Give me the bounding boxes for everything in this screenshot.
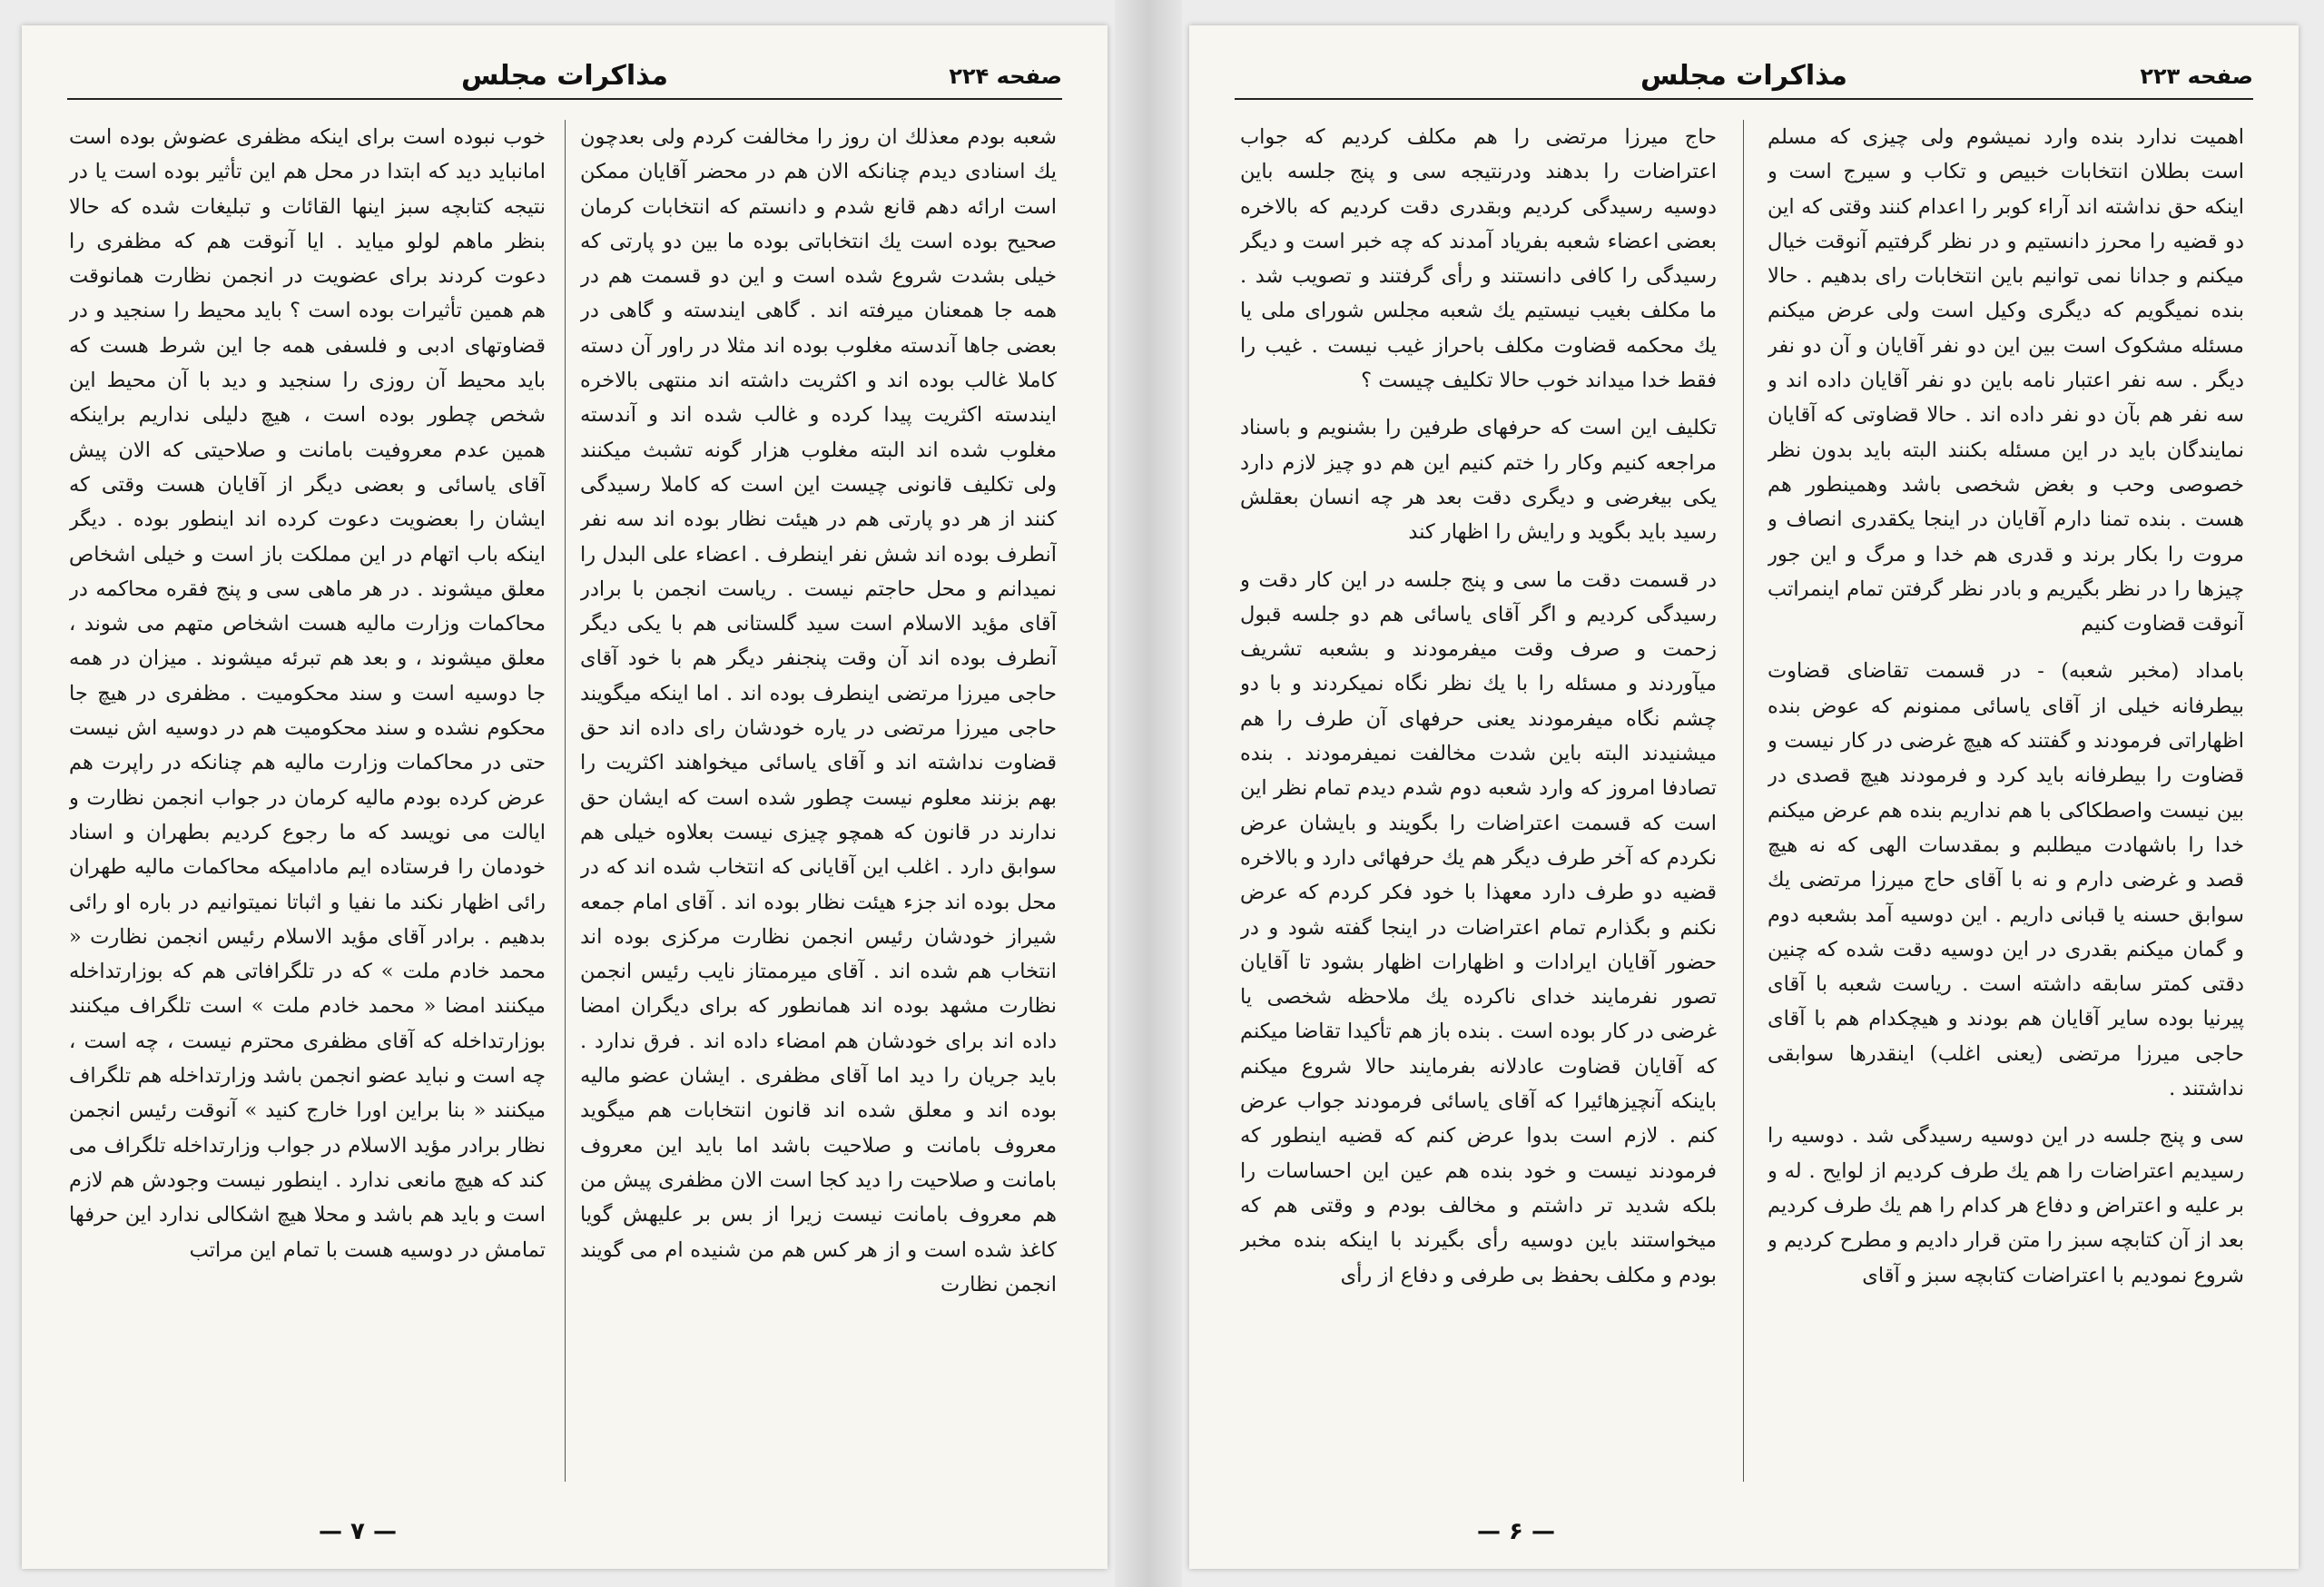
column-divider <box>1743 120 1744 1482</box>
left-page-running-title: مذاکرات مجلس <box>460 60 669 92</box>
left-page-right-column <box>580 120 1057 1482</box>
left-page <box>22 25 1108 1569</box>
left-page-number-label: صفحه ۲۲۴ <box>949 64 1062 89</box>
column-divider <box>565 120 566 1482</box>
right-page-header <box>1235 58 2253 100</box>
paragraph: بامداد (مخبر شعبه) - در قسمت تقاضای قضاوت بیطرفانه خیلی از آقای یاسائی ممنونم که عوض بنده اظهاراتی فرمودند و گفتند که هیچ غرضی در کار نیست و قضاوت را بیطرفانه باید کرد و فرمودند هیچ قصدی در بین نیست واصطکاکی با هم نداریم بنده هم عرض میکنم خدا را باشهادت میطلبم و بمقدسات الهی که نه هیچ قصد و غرضی دارم و نه با آقای حاج میرزا مرتضی یك سوابق حسنه یا قبانی داریم . این دوسیه آمد بشعبه دوم و گمان میکنم بقدری در این دوسیه دقت شده که چنین دقتی کمتر سابقه داشته است . ریاست شعبه با آقای پیرنیا بوده سایر آقایان هم بودند و هیچکدام هم با آقای حاجی میرزا مرتضی (یعنی اغلب) اینقدرها سوابقی نداشتند . <box>1768 659 2244 1101</box>
book-gutter <box>1115 0 1182 1587</box>
paragraph: تکلیف این است که حرفهای طرفین را بشنویم و باسناد مراجعه کنیم وکار را ختم کنیم این هم دو چیز لازم دارد یکی بیغرضی و دیگری دقت بعد هر چه انسان بعقلش رسید باید بگوید و رایش را اظهار کند <box>1240 416 1717 545</box>
right-page-left-column <box>1240 120 1717 1482</box>
paragraph: در قسمت دقت ما سی و پنج جلسه در این کار دقت و رسیدگی کردیم و اگر آقای یاسائی هم دو جلسه قبول زحمت و صرف وقت میفرمودند و بشعبه تشریف میآوردند و مسئله را با یك نظر نگاه نمیکردند و با دو چشم نگاه میفرمودند یعنی حرفهای آن طرف را هم میشنیدند البته باین شدت مخالفت نمیفرمودند . بنده تصادفا امروز که وارد شعبه دوم شدم دیدم تمام نظر این است که قسمت اعتراضات را بگویند و بایشان عرض نکردم که آخر طرف دیگر هم یك حرفهائی دارد و بالاخره قضیه دو طرف دارد معهذا با خود فکر کردم که عرض نکنم و بگذارم تمام اعتراضات در اینجا گفته شود و در حضور آقایان ایرادات و اظهارات اظهار بشود تا آقایان تصور نفرمایند خدای ناکرده یك ملاحظه شخصی یا غرضی در کار بوده است . بنده باز هم تأکیدا تقاضا میکنم که آقایان قضاوت عادلانه بفرمایند حالا شروع میکنم باینکه آنچیزهائیرا که آقای یاسائی فرمودند جواب عرض کنم . لازم است بدوا عرض کنم که قضیه اینطور که فرمودند نیست و خود بنده هم عین این احساسات را بلکه شدید تر داشتم و مخالف بودم و وقتی هم که میخواستند باین دوسیه رأی بگیرند با اینکه بنده مخبر بودم و مکلف بحفظ بی طرفی و دفاع از رأی <box>1240 567 1717 1287</box>
left-page-left-column <box>69 120 546 1482</box>
right-page-folio: — ۶ — <box>1477 1518 1555 1545</box>
paragraph: حاج میرزا مرتضی را هم مکلف کردیم که جواب اعتراضات را بدهند ودرنتیجه سی و پنج جلسه باین دوسیه رسیدگی کردیم وبقدری دقت کردیم که بالاخره بعضی اعضاء شعبه بفریاد آمدند که چه خبر است و دیگر رسیدگی را کافی دانستند و رأی گرفتند و تصویب شد . ما مکلف بغیب نیستیم یك شعبه مجلس شورای ملی یا یك محکمه قضاوت مکلف باحراز غیب نیست . غیب را فقط خدا میداند خوب حالا تکلیف چیست ؟ <box>1240 125 1717 393</box>
right-page-running-title: مذاکرات مجلس <box>1640 60 1848 92</box>
paragraph: سی و پنج جلسه در این دوسیه رسیدگی شد . دوسیه را رسیدیم اعتراضات را هم یك طرف کردیم از لوایح . له و بر علیه و اعتراض و دفاع هر کدام را هم یك طرف کردیم بعد از آن کتابچه سبز را متن قرار دادیم و مطرح کردیم و شروع نمودیم با اعتراضات کتابچه سبز و آقای <box>1768 1124 2244 1287</box>
right-page-number-label: صفحه ۲۲۳ <box>2140 64 2253 89</box>
right-page <box>1189 25 2299 1569</box>
paragraph: خوب نبوده است برای اینکه مظفری عضوش بوده است امانباید دید که ابتدا در محل هم این تأثیر بوده است یا در نتیجه کتابچه سبز اینها القائات و تبلیغات شده که حالا بنظر ماهم لولو میاید . ایا آنوقت هم که مظفری را دعوت کردند برای عضویت در انجمن نظارت همانوقت هم همین تأثیرات بوده است ؟ باید محیط را سنجید و در قضاوتهای ادبی و فلسفی همه جا این شرط هست که باید محیط آن روزی را سنجید و دید با آن محیط این شخص چطور بوده است ، هیچ دلیلی نداریم براینکه همین عدم معروفیت بامانت و صلاحیتی که الان پیش آقای یاسائی و بعضی دیگر از آقایان هست وقتی که ایشان را بعضویت دعوت کرده اند اینطور بوده . دیگر اینکه باب اتهام در این مملکت باز است و خیلی اشخاص معلق میشوند . در هر ماهی سی و پنج فقره محاکمه در محاکمات وزارت مالیه هست اشخاص متهم می شوند ، معلق میشوند ، و بعد هم تبرئه میشوند . میزان در همه جا دوسیه است و سند محکومیت . مظفری در هیچ جا محکوم نشده و سند محکومیت هم در دوسیه اش نیست حتی در محاکمات وزارت مالیه هم چنانکه در راپرت هم عرض کرده بودم مالیه کرمان در جواب انجمن نظارت و ایالت می نویسد که ما رجوع کردیم بطهران و اسناد خودمان را فرستاده ایم مادامیکه محاکمات مالیه طهران رائی اظهار نکند ما نفیا و اثباتا نمیتوانیم در باره او رائی بدهیم . برادر آقای مؤید الاسلام رئیس انجمن نظارت « محمد خادم ملت » که در تلگرافاتی هم که بوزارتداخله میکنند امضا « محمد خادم ملت » است تلگراف میکنند بوزارتداخله که آقای مظفری محترم نیست ، چه است ، چه است و نباید عضو انجمن باشد وزارتداخله هم تلگراف میکنند « بنا براین اورا خارج کنید » آنوقت رئیس انجمن نظار برادر مؤید الاسلام در جواب وزارتداخله تلگراف می کند که هیچ مانعی ندارد . اینطور نیست وجودش هم لازم است و باید هم باشد و محلا هیچ اشکالی ندارد این حرفها تمامش در دوسیه هست با تمام این مراتب <box>69 125 546 1262</box>
paragraph: شعبه بودم معذلك ان روز را مخالفت کردم ولی بعدچون یك اسنادی دیدم چنانکه الان هم در محضر آقایان ممکن است ارائه دهم قانع شدم و دانستم که انتخابات کرمان صحیح بوده است یك انتخاباتی بوده ما بین دو پارتی که خیلی بشدت شروع شده است و این دو قسمت هم در همه جا همعنان میرفته اند . گاهی ایندسته و گاهی در بعضی جاها آندسته مغلوب بوده اند مثلا در راور آن دسته کاملا غالب بوده اند و اکثریت داشته اند منتهی بالاخره ایندسته اکثریت پیدا کرده و غالب شده اند و آندسته مغلوب شده اند البته مغلوب هزار گونه تشبث میکنند ولی تکلیف قانونی چیست این است که کاملا رسیدگی کنند از هر دو پارتی هم در هیئت نظار بوده اند سه نفر آنطرف بوده اند شش نفر اینطرف . اعضاء علی البدل را نمیدانم و محل حاجتم نیست . ریاست انجمن با برادر آقای مؤید الاسلام است سید گلستانی هم با یکی دیگر آنطرف بوده اند آن وقت پنجنفر دیگر هم با خود آقای حاجی میرزا مرتضی اینطرف بوده اند . اما اینکه میگویند حاجی میرزا مرتضی در یاره خودشان رای داده اند حق قضاوت نداشته اند و آقای یاسائی میخواهند اکثریت را بهم بزنند معلوم نیست چطور شده است که ایشان حق ندارند در قانون که همچو چیزی نیست بعلاوه خیلی هم سوابق دارد . اغلب این آقایانی که انتخاب شده اند که در محل بوده اند جزء هیئت نظار بوده اند . آقای امام جمعه شیراز خودشان رئیس انجمن نظارت مرکزی بوده اند انتخاب هم شده اند . آقای میرممتاز نایب رئیس انجمن نظارت مشهد بوده اند همانطور که برای دیگران امضا داده اند برای خودشان هم امضاء داده اند . فرق ندارد . باید جریان را دید اما آقای مظفری . ایشان عضو مالیه بوده اند و معلق شده اند قانون انتخابات هم میگوید معروف بامانت و صلاحیت باشد اما باید این معروف بامانت و صلاحیت را دید کجا است الان مظفری پیش من هم معروف بامانت نیست زیرا از بس بر علیهش گویا کاغذ شده است و از هر کس هم من شنیده ام می گویند انجمن نظارت <box>580 125 1057 1296</box>
left-page-folio: — ۷ — <box>319 1518 397 1545</box>
right-page-right-column <box>1768 120 2244 1482</box>
paragraph: اهمیت ندارد بنده وارد نمیشوم ولی چیزی که مسلم است بطلان انتخابات خبیص و تکاب و سیرج است و اینکه حق نداشته اند آراء کوبر را اعدام کنند وقتی که این دو قضیه را محرز دانستیم و در نظر گرفتیم آنوقت خیال میکنم و جدانا نمی توانیم باین انتخابات رای بدهیم . حالا بنده نمیگویم که دیگری وکیل است ولی عرض میکنم مسئله مشکوک است بین این دو نفر آقایان و آن دو نفر دیگر . سه نفر اعتبار نامه باین دو نفر آقایان داده اند و سه نفر هم بآن دو نفر داده اند . حالا قضاوتی که آقایان نمایندگان باید در این مسئله بکنند البته باید بدون نظر خصوصی وحب و بغض شخصی باشد وهمینطور هم هست . بنده تمنا دارم آقایان در اینجا یکقدری انصاف و مروت را بکار برند و قدری هم خدا و مرگ و این جور چیزها را در نظر بگیریم و بادر نظر گرفتن تمام اینمراتب آنوقت قضاوت کنیم <box>1768 125 2244 636</box>
left-page-header <box>67 58 1062 100</box>
